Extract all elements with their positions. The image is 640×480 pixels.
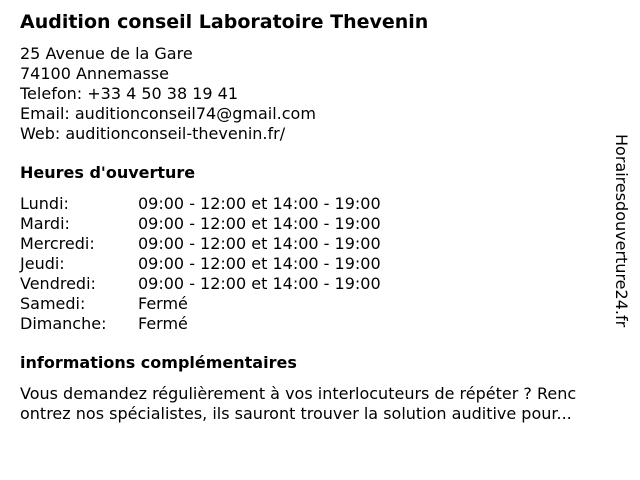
- day-hours: 09:00 - 12:00 et 14:00 - 19:00: [138, 214, 381, 233]
- day-hours: Fermé: [138, 294, 188, 313]
- day-label: Dimanche:: [20, 314, 107, 333]
- site-watermark: Horairesdouverture24.fr: [612, 134, 631, 328]
- opening-hours-heading: Heures d'ouverture: [20, 163, 196, 182]
- day-label: Vendredi:: [20, 274, 96, 293]
- day-label: Jeudi:: [20, 254, 65, 273]
- day-label: Mardi:: [20, 214, 70, 233]
- day-label: Lundi:: [20, 194, 69, 213]
- day-label: Mercredi:: [20, 234, 95, 253]
- additional-info-heading: informations complémentaires: [20, 353, 297, 372]
- day-hours: 09:00 - 12:00 et 14:00 - 19:00: [138, 254, 381, 273]
- day-hours: 09:00 - 12:00 et 14:00 - 19:00: [138, 234, 381, 253]
- info-line: ontrez nos spécialistes, ils sauront trouver la solution auditive pour...: [20, 404, 572, 423]
- contact-block: [20, 44, 316, 144]
- info-line: Vous demandez régulièrement à vos interlocuteurs de répéter ? Renc: [20, 384, 577, 403]
- day-label: Samedi:: [20, 294, 86, 313]
- day-hours: 09:00 - 12:00 et 14:00 - 19:00: [138, 194, 381, 213]
- phone-number[interactable]: Telefon: +33 4 50 38 19 41: [20, 84, 239, 103]
- city-postal: 74100 Annemasse: [20, 64, 169, 83]
- email-address[interactable]: Email: auditionconseil74@gmail.com: [20, 104, 316, 123]
- street-address: 25 Avenue de la Gare: [20, 44, 193, 63]
- page-title: Audition conseil Laboratoire Thevenin: [20, 11, 429, 33]
- day-hours: Fermé: [138, 314, 188, 333]
- website-link[interactable]: Web: auditionconseil-thevenin.fr/: [20, 124, 286, 143]
- day-hours: 09:00 - 12:00 et 14:00 - 19:00: [138, 274, 381, 293]
- additional-info-text: [20, 384, 625, 424]
